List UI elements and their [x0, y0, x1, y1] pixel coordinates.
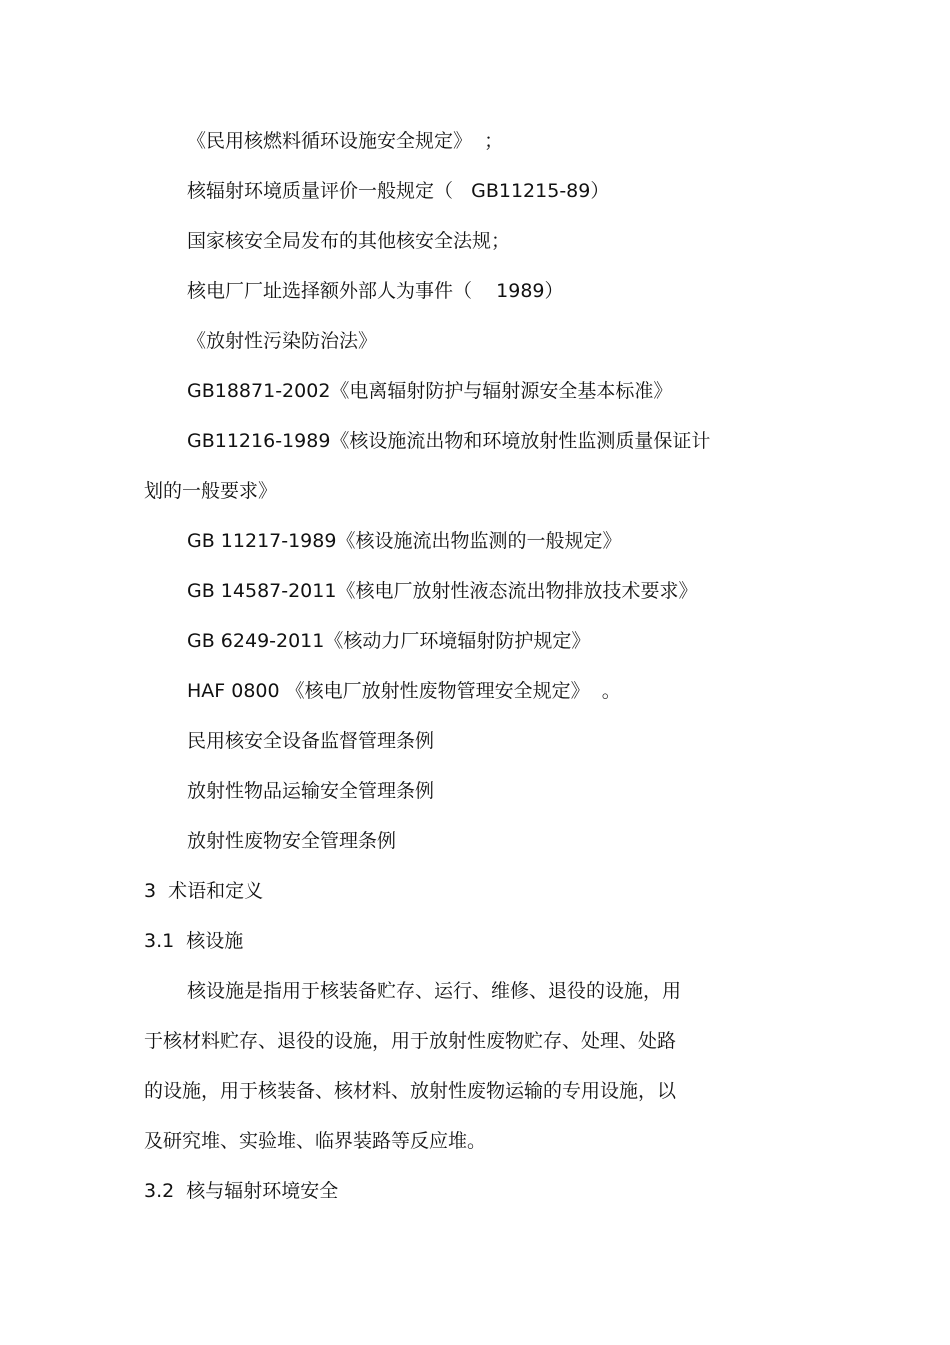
- section-heading-3: 3 术语和定义: [144, 880, 264, 902]
- reg-gb11215: 核辐射环境质量评价一般规定（ GB11215-89）: [187, 180, 610, 202]
- section-heading-3-2: 3.2 核与辐射环境安全: [144, 1180, 339, 1202]
- reg-gb11216-continued: 划的一般要求》: [144, 480, 278, 502]
- definition-paragraph-line-1: 核设施是指用于核装备贮存、运行、维修、退役的设施，用: [187, 980, 682, 1002]
- definition-paragraph-line-4: 及研究堆、实验堆、临界装路等反应堆。: [144, 1130, 487, 1152]
- definition-paragraph-line-2: 于核材料贮存、退役的设施，用于放射性废物贮存、处理、处路: [144, 1030, 677, 1052]
- reg-gb6249: GB 6249-2011《核动力厂环境辐射防护规定》: [187, 630, 591, 652]
- reg-nuclear-equipment-supervision: 民用核安全设备监督管理条例: [187, 730, 435, 752]
- reg-radioactive-waste-safety: 放射性废物安全管理条例: [187, 830, 397, 852]
- reg-gb18871: GB18871-2002《电离辐射防护与辐射源安全基本标准》: [187, 380, 673, 402]
- definition-paragraph-line-3: 的设施，用于核装备、核材料、放射性废物运输的专用设施，以: [144, 1080, 677, 1102]
- reg-civil-nuclear-fuel-cycle: 《民用核燃料循环设施安全规定》 ；: [187, 130, 504, 152]
- reg-gb14587: GB 14587-2011《核电厂放射性液态流出物排放技术要求》: [187, 580, 698, 602]
- reg-radioactive-pollution-law: 《放射性污染防治法》: [187, 330, 378, 352]
- reg-site-selection-human-events: 核电厂厂址选择额外部人为事件（ 1989）: [187, 280, 564, 302]
- reg-nnsa-other-regulations: 国家核安全局发布的其他核安全法规；: [187, 230, 511, 252]
- reg-gb11216: GB11216-1989《核设施流出物和环境放射性监测质量保证计: [187, 430, 711, 452]
- reg-haf0800: HAF 0800 《核电厂放射性废物管理安全规定》 。: [187, 680, 621, 702]
- reg-radioactive-transport: 放射性物品运输安全管理条例: [187, 780, 435, 802]
- section-heading-3-1: 3.1 核设施: [144, 930, 244, 952]
- reg-gb11217: GB 11217-1989《核设施流出物监测的一般规定》: [187, 530, 622, 552]
